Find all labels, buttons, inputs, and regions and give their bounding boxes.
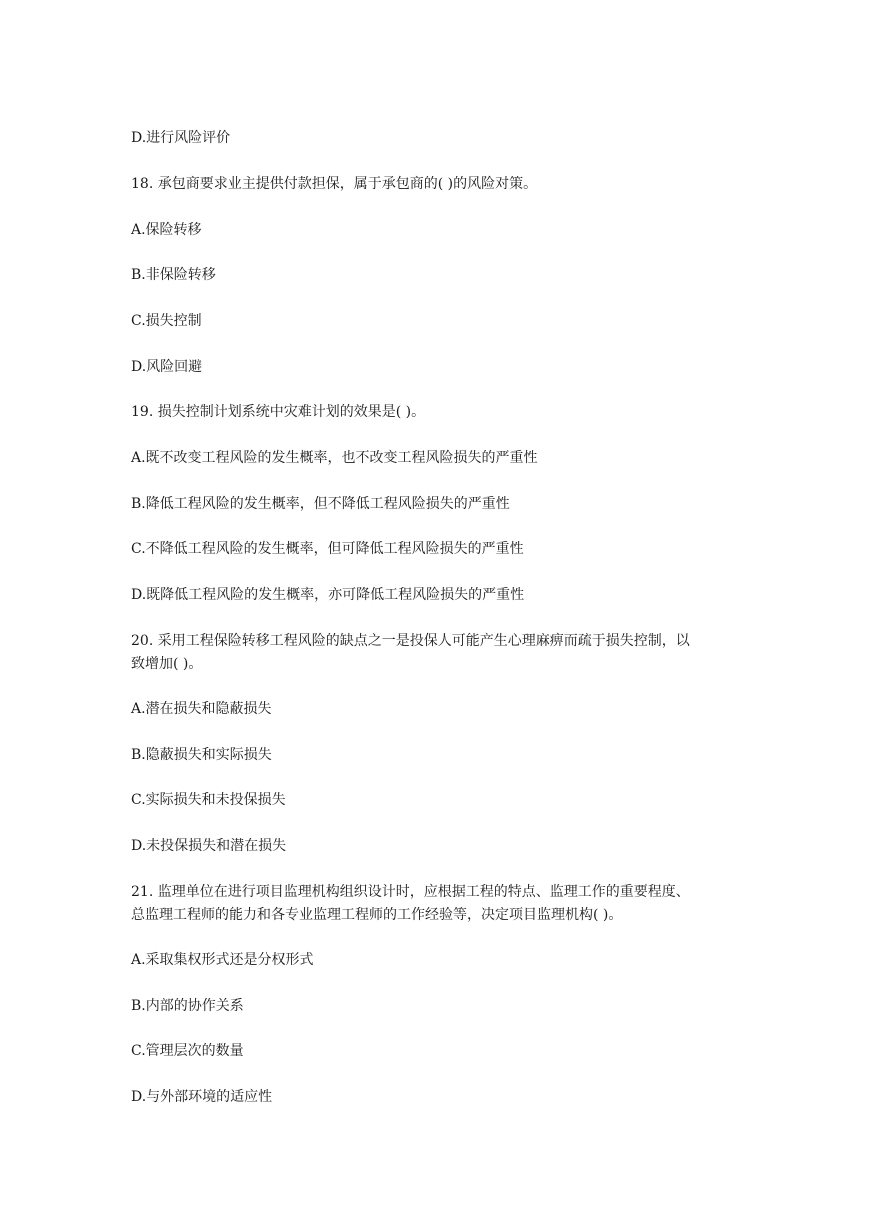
option-21-c: C.管理层次的数量 bbox=[131, 1043, 244, 1059]
question-18: 18. 承包商要求业主提供付款担保，属于承包商的( )的风险对策。 bbox=[131, 176, 538, 192]
option-19-a: A.既不改变工程风险的发生概率，也不改变工程风险损失的严重性 bbox=[131, 450, 538, 466]
option-18-a: A.保险转移 bbox=[131, 222, 202, 238]
option-21-b: B.内部的协作关系 bbox=[131, 998, 244, 1014]
option-19-c: C.不降低工程风险的发生概率，但可降低工程风险损失的严重性 bbox=[131, 541, 524, 557]
option-20-a: A.潜在损失和隐蔽损失 bbox=[131, 701, 272, 717]
option-19-d: D.既降低工程风险的发生概率，亦可降低工程风险损失的严重性 bbox=[131, 587, 525, 603]
option-21-a: A.采取集权形式还是分权形式 bbox=[131, 952, 314, 968]
option-18-d: D.风险回避 bbox=[131, 359, 203, 375]
question-21-line-2: 总监理工程师的能力和各专业监理工程师的工作经验等，决定项目监理机构( )。 bbox=[131, 907, 623, 923]
option-20-d: D.未投保损失和潜在损失 bbox=[131, 838, 287, 854]
option-18-c: C.损失控制 bbox=[131, 313, 202, 329]
option-17-d: D.进行风险评价 bbox=[131, 130, 231, 146]
option-21-d: D.与外部环境的适应性 bbox=[131, 1089, 273, 1105]
option-18-b: B.非保险转移 bbox=[131, 267, 216, 283]
option-20-c: C.实际损失和未投保损失 bbox=[131, 792, 286, 808]
question-20-line-2: 致增加( )。 bbox=[131, 656, 203, 672]
question-19: 19. 损失控制计划系统中灾难计划的效果是( )。 bbox=[131, 404, 426, 420]
option-20-b: B.隐蔽损失和实际损失 bbox=[131, 747, 272, 763]
question-21-line-1: 21. 监理单位在进行项目监理机构组织设计时，应根据工程的特点、监理工作的重要程度、 bbox=[131, 884, 690, 900]
option-19-b: B.降低工程风险的发生概率，但不降低工程风险损失的严重性 bbox=[131, 496, 510, 512]
question-20-line-1: 20. 采用工程保险转移工程风险的缺点之一是投保人可能产生心理麻痹而疏于损失控制，以 bbox=[131, 633, 690, 649]
